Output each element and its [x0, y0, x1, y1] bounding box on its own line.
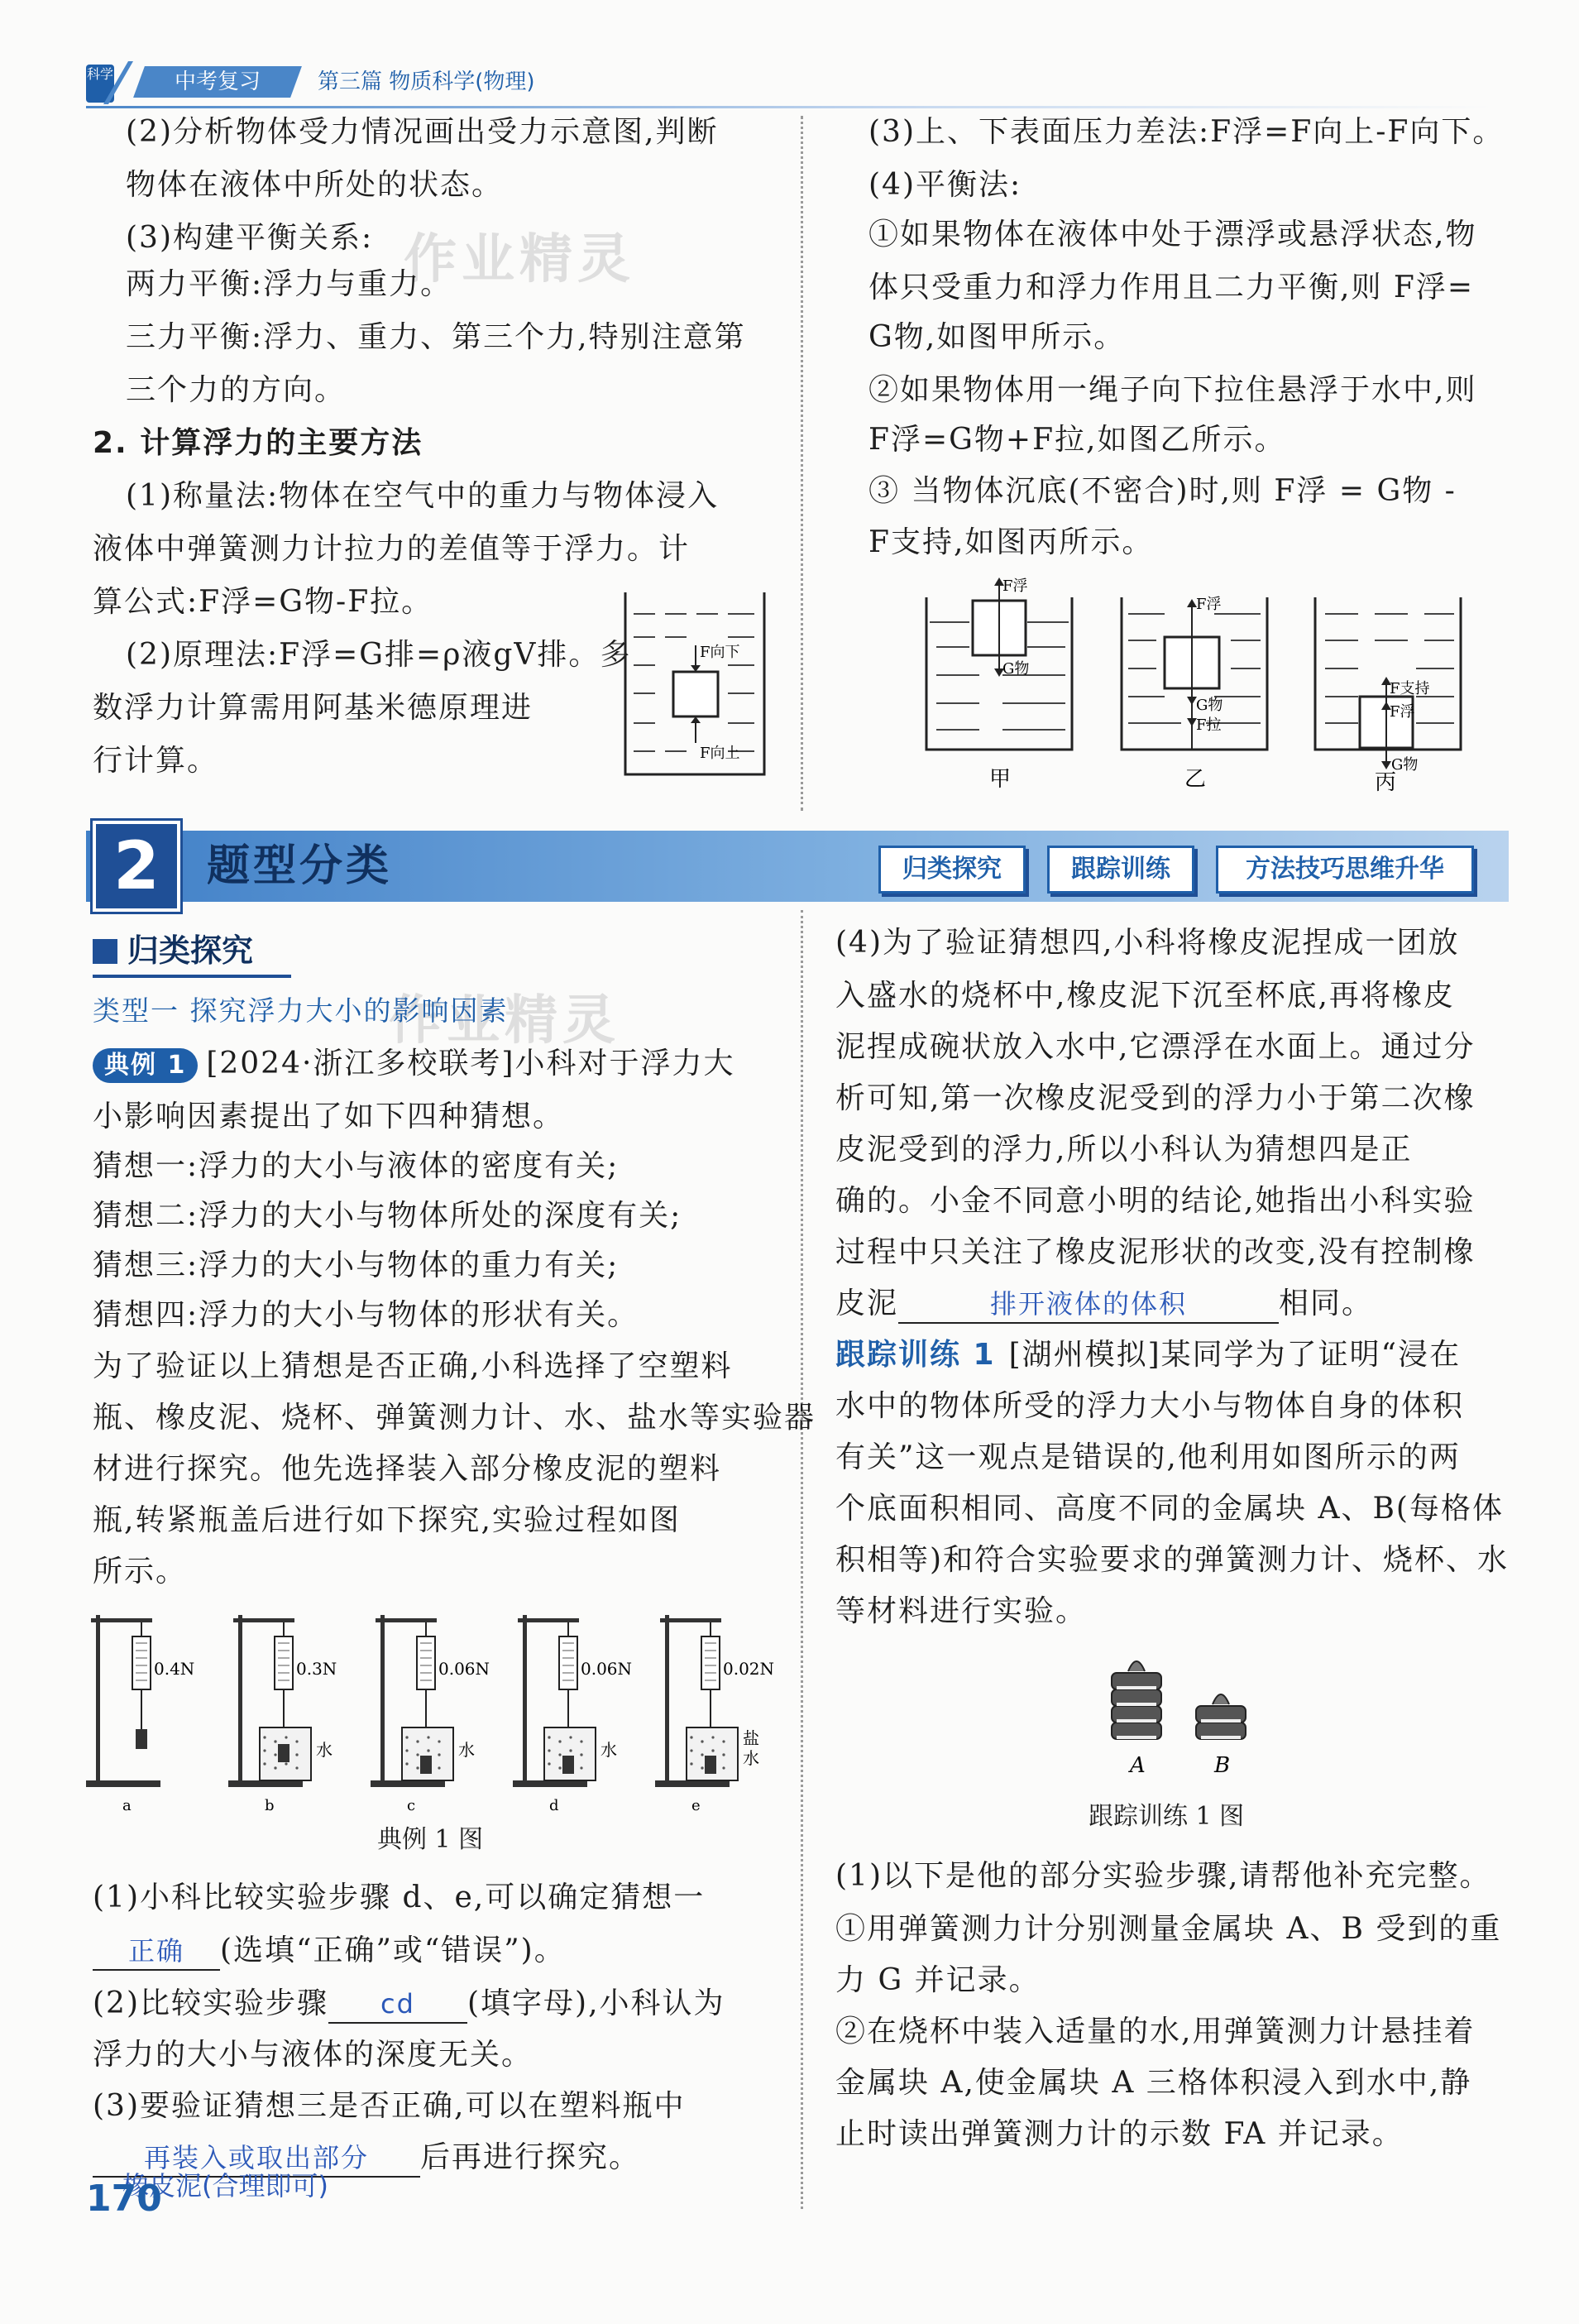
liquid-dot — [285, 1736, 287, 1738]
column-divider — [801, 116, 803, 811]
section-heading: 2. 计算浮力的主要方法 — [93, 426, 423, 460]
liquid-dot — [580, 1740, 582, 1742]
spring-scale — [559, 1636, 577, 1689]
guess-2: 猜想二:浮力的大小与物体所处的深度有关; — [93, 1199, 682, 1233]
text-line: 入盛水的烧杯中,橡皮泥下沉至杯底,再将橡皮 — [835, 979, 1455, 1013]
f-down-label: F向下 — [700, 644, 740, 661]
stand-arm — [518, 1618, 579, 1622]
liquid-dot — [263, 1749, 266, 1751]
liquid-dot — [558, 1740, 561, 1742]
step-label: a — [122, 1797, 132, 1814]
text-line: 小影响因素提出了如下四种猜想。 — [93, 1100, 565, 1133]
tag-methods: 方法技巧思维升华 — [1216, 846, 1474, 894]
text-line: 皮泥受到的浮力,所以小科认为猜想四是正 — [835, 1133, 1413, 1167]
stand-arm — [660, 1618, 721, 1622]
experiment-step-b — [228, 1615, 337, 1814]
text-line: F支持,如图丙所示。 — [868, 525, 1154, 559]
spring-scale — [417, 1636, 435, 1689]
text-line: 相同。 — [1279, 1287, 1374, 1320]
liquid-dot — [711, 1749, 714, 1751]
text-line: 三力平衡:浮力、重力、第三个力,特别注意第 — [126, 320, 746, 354]
liquid-dot — [295, 1753, 298, 1756]
liquid-label: 水 — [600, 1740, 617, 1760]
experiment-figure — [86, 1605, 789, 1820]
liquid-dot — [405, 1762, 408, 1765]
diagram-bing — [1315, 597, 1461, 795]
balance-diagrams — [920, 573, 1482, 796]
experiment-step-e — [655, 1615, 774, 1814]
liquid-dot — [405, 1749, 408, 1751]
stand-base — [655, 1780, 730, 1787]
f-pull-label: F拉 — [1196, 716, 1222, 734]
liquid-dot — [295, 1740, 298, 1742]
liquid-dot — [274, 1766, 276, 1769]
liquid-dot — [722, 1753, 725, 1756]
liquid-label: 水 — [743, 1748, 759, 1768]
text-line: (2)比较实验步骤 — [93, 1986, 328, 2020]
plastic-bottle — [562, 1756, 574, 1774]
guess-3: 猜想三:浮力的大小与物体的重力有关; — [93, 1248, 620, 1282]
text-line: 行计算。 — [93, 744, 219, 778]
step-label: b — [265, 1797, 275, 1814]
f-float-label: F浮 — [1390, 703, 1415, 721]
liquid-dot — [701, 1740, 703, 1742]
text-line: 过程中只关注了橡皮泥形状的改变,没有控制橡 — [835, 1235, 1476, 1269]
step-label: c — [407, 1797, 416, 1814]
text-line: 所示。 — [93, 1555, 188, 1588]
metal-blocks-figure — [1100, 1646, 1290, 1779]
diagram-yi — [1122, 596, 1267, 792]
scale-reading: 0.06N — [438, 1659, 490, 1679]
text-line: 数浮力计算需用阿基米德原理进 — [93, 691, 534, 725]
f-float-label: F浮 — [1196, 596, 1222, 613]
text-line: (4)平衡法: — [868, 168, 1022, 202]
liquid-dot — [263, 1736, 266, 1738]
liquid-dot — [438, 1740, 440, 1742]
step-2: ②在烧杯中装入适量的水,用弹簧测力计悬挂着 — [835, 2015, 1476, 2048]
label-jia: 甲 — [989, 767, 1012, 792]
stand-pole — [523, 1615, 527, 1780]
experiment-step-c — [371, 1615, 490, 1814]
text-line: (3)上、下表面压力差法:F浮=F向上-F向下。 — [868, 115, 1505, 149]
liquid-dot — [438, 1766, 440, 1769]
liquid-dot — [274, 1740, 276, 1742]
step-intro: (1)以下是他的部分实验步骤,请帮他补充完整。 — [835, 1859, 1491, 1893]
label-bing: 丙 — [1375, 770, 1397, 795]
text-line: G物,如图甲所示。 — [868, 320, 1126, 354]
question-1: (1)小科比较实验步骤 d、e,可以确定猜想一 — [93, 1881, 706, 1914]
stand-pole — [665, 1615, 669, 1780]
text-line: ②如果物体用一绳子向下拉住悬浮于水中,则 — [868, 373, 1477, 407]
g-obj-label: G物 — [1391, 756, 1419, 774]
liquid-dot — [711, 1736, 714, 1738]
label-yi: 乙 — [1184, 767, 1207, 792]
liquid-label: 盐 — [743, 1728, 759, 1748]
page-number: 170 — [86, 2178, 162, 2220]
guess-4: 猜想四:浮力的大小与物体的形状有关。 — [93, 1298, 639, 1332]
stand-base — [86, 1780, 160, 1787]
liquid-dot — [427, 1736, 429, 1738]
liquid-dot — [548, 1762, 550, 1765]
liquid-dot — [274, 1753, 276, 1756]
plastic-bottle — [420, 1756, 432, 1774]
stand-pole — [96, 1615, 100, 1780]
liquid-dot — [416, 1740, 419, 1742]
f-support-label: F支持 — [1390, 680, 1430, 697]
tag-classify: 归类探究 — [878, 846, 1026, 894]
question-4-answer-line — [835, 1277, 1373, 1330]
liquid-dot — [295, 1766, 298, 1769]
text-line: 材进行探究。他先选择装入部分橡皮泥的塑料 — [93, 1452, 722, 1486]
text-line: 两力平衡:浮力与重力。 — [126, 267, 452, 301]
label-b: B — [1214, 1753, 1231, 1778]
liquid-dot — [438, 1753, 440, 1756]
liquid-dot — [405, 1736, 408, 1738]
stand-arm — [233, 1618, 294, 1622]
text-line: 体只受重力和浮力作用且二力平衡,则 F浮= — [868, 271, 1475, 304]
liquid-dot — [427, 1749, 429, 1751]
text-line: 个底面积相同、高度不同的金属块 A、B(每格体 — [835, 1492, 1504, 1526]
scale-reading: 0.4N — [154, 1659, 195, 1679]
metal-block-a — [1112, 1661, 1161, 1778]
liquid-dot — [580, 1766, 582, 1769]
stand-base — [371, 1780, 445, 1787]
tracking-intro — [835, 1329, 1461, 1382]
guess-1: 猜想一:浮力的大小与液体的密度有关; — [93, 1149, 620, 1183]
liquid-dot — [580, 1753, 582, 1756]
header-tab — [133, 66, 302, 98]
text-line: 积相等)和符合实验要求的弹簧测力计、烧杯、水 — [835, 1543, 1510, 1577]
text-line: 算公式:F浮=G物-F拉。 — [93, 585, 433, 619]
example-badge: 典例 1 — [93, 1048, 198, 1083]
liquid-label: 水 — [316, 1740, 333, 1760]
liquid-dot — [701, 1753, 703, 1756]
liquid-dot — [690, 1762, 692, 1765]
text-line: 瓶,转紧瓶盖后进行如下探究,实验过程如图 — [93, 1503, 681, 1537]
tag-tracking: 跟踪训练 — [1047, 846, 1194, 894]
answer-2: cd — [328, 1986, 467, 2024]
header-title: 第三篇 物质科学(物理) — [318, 69, 535, 94]
subject-badge: 科学 — [86, 65, 114, 103]
liquid-dot — [690, 1736, 692, 1738]
text-line: ①如果物体在液体中处于漂浮或悬浮状态,物 — [868, 218, 1477, 252]
scale-reading: 0.02N — [723, 1659, 775, 1679]
text-line: 后再进行探究。 — [420, 2140, 641, 2174]
stand-arm — [376, 1618, 437, 1622]
liquid-dot — [690, 1749, 692, 1751]
figure-caption: 典例 1 图 — [377, 1825, 484, 1854]
liquid-dot — [416, 1753, 419, 1756]
section-number: 2 — [93, 821, 180, 912]
plastic-bottle — [278, 1744, 289, 1762]
answer-1: 正确 — [93, 1933, 220, 1971]
liquid-dot — [558, 1766, 561, 1769]
pressure-difference-diagram — [622, 589, 768, 779]
text-line: 瓶、橡皮泥、烧杯、弹簧测力计、水、盐水等实验器 — [93, 1401, 816, 1435]
text-line: 力 G 并记录。 — [835, 1963, 1041, 1997]
sub-heading: 归类探究 — [93, 930, 253, 971]
question-4: (4)为了验证猜想四,小科将橡皮泥捏成一团放 — [835, 926, 1460, 960]
stand-base — [228, 1780, 303, 1787]
question-1-answer-line — [93, 1924, 566, 1977]
text-line: 液体中弹簧测力计拉力的差值等于浮力。计 — [93, 532, 691, 566]
text-line: 金属块 A,使金属块 A 三格体积浸入到水中,静 — [835, 2066, 1472, 2100]
answer-3: 再装入或取出部分 — [93, 2140, 420, 2178]
answer-3-continued: 橡皮泥(合理即可) — [122, 2170, 328, 2202]
step-label: e — [691, 1797, 701, 1814]
text-line: 为了验证以上猜想是否正确,小科选择了空塑料 — [93, 1349, 733, 1383]
stand-base — [513, 1780, 587, 1787]
spring-scale — [132, 1636, 151, 1689]
label-a: A — [1130, 1753, 1146, 1778]
tracking-badge: 跟踪训练 1 — [835, 1338, 996, 1372]
text-line: (3)构建平衡关系: — [126, 221, 374, 255]
stand-pole — [380, 1615, 385, 1780]
text-line: (选填“正确”或“错误”)。 — [220, 1933, 566, 1967]
text-line: 水中的物体所受的浮力大小与物体自身的体积 — [835, 1389, 1465, 1423]
liquid-dot — [285, 1762, 287, 1765]
spring-scale — [275, 1636, 293, 1689]
liquid-dot — [558, 1753, 561, 1756]
liquid-dot — [416, 1766, 419, 1769]
text-line: ③ 当物体沉底(不密合)时,则 F浮 = G物 - — [868, 474, 1457, 508]
step-1: ①用弹簧测力计分别测量金属块 A、B 受到的重 — [835, 1912, 1502, 1946]
sub-heading-rule — [93, 975, 291, 978]
diagram-jia — [926, 577, 1072, 792]
text-line: [2024·浙江多校联考]小科对于浮力大 — [206, 1047, 735, 1081]
stand-pole — [238, 1615, 242, 1780]
spring-scale — [701, 1636, 720, 1689]
text-line: (1)称量法:物体在空气中的重力与物体浸入 — [126, 479, 720, 513]
metal-block-b — [1196, 1694, 1246, 1778]
stand-arm — [91, 1618, 152, 1622]
experiment-step-a — [86, 1615, 194, 1814]
liquid-dot — [722, 1766, 725, 1769]
liquid-dot — [548, 1736, 550, 1738]
text-line: 三个力的方向。 — [126, 373, 347, 407]
step-label: d — [549, 1797, 559, 1814]
f-up-label: F向上 — [700, 745, 740, 762]
answer-4: 排开液体的体积 — [898, 1286, 1279, 1324]
section-title: 题型分类 — [207, 841, 393, 891]
liquid-dot — [569, 1749, 572, 1751]
liquid-dot — [701, 1766, 703, 1769]
text-line: (2)分析物体受力情况画出受力示意图,判断 — [126, 115, 719, 149]
liquid-dot — [569, 1736, 572, 1738]
example-intro — [93, 1037, 734, 1090]
watermark: 作业精灵 — [389, 990, 620, 1052]
text-line: 泥捏成碗状放入水中,它漂浮在水面上。通过分 — [835, 1030, 1476, 1064]
liquid-dot — [722, 1740, 725, 1742]
liquid-dot — [548, 1749, 550, 1751]
g-obj-label: G物 — [1002, 660, 1030, 678]
text-line: F浮=G物+F拉,如图乙所示。 — [868, 423, 1286, 457]
text-line: 皮泥 — [835, 1287, 899, 1320]
figure-caption: 跟踪训练 1 图 — [1089, 1802, 1245, 1831]
header-tab-label: 中考复习 — [174, 69, 261, 94]
text-line: (填字母),小科认为 — [467, 1986, 725, 2020]
text-line: 止时读出弹簧测力计的示数 FA 并记录。 — [835, 2117, 1404, 2151]
watermark: 作业精灵 — [404, 229, 635, 290]
scale-reading: 0.3N — [296, 1659, 337, 1679]
liquid-label: 水 — [458, 1740, 475, 1760]
text-line: 物体在液体中所处的状态。 — [126, 168, 504, 202]
liquid-dot — [263, 1762, 266, 1765]
text-line: 析可知,第一次橡皮泥受到的浮力小于第二次橡 — [835, 1081, 1476, 1115]
plastic-bottle — [136, 1729, 147, 1749]
text-line: 确的。小金不同意小明的结论,她指出小科实验 — [835, 1184, 1476, 1218]
text-line: (2)原理法:F浮=G排=ρ液gV排。多 — [126, 638, 632, 672]
question-3: (3)要验证猜想三是否正确,可以在塑料瓶中 — [93, 2089, 686, 2123]
g-obj-label: G物 — [1196, 697, 1223, 714]
text-line: 等材料进行实验。 — [835, 1594, 1088, 1628]
experiment-step-d — [513, 1615, 632, 1814]
text-line: 浮力的大小与液体的深度无关。 — [93, 2038, 534, 2072]
plastic-bottle — [705, 1756, 716, 1774]
scale-reading: 0.06N — [581, 1659, 633, 1679]
column-divider — [801, 910, 803, 2209]
text-line: [湖州模拟]某同学为了证明“浸在 — [1008, 1338, 1462, 1372]
f-float-label: F浮 — [1002, 577, 1028, 595]
type-heading: 类型一 探究浮力大小的影响因素 — [93, 994, 509, 1027]
text-line: 有关”这一观点是错误的,他利用如图所示的两 — [835, 1440, 1461, 1474]
question-2 — [93, 1977, 725, 2030]
